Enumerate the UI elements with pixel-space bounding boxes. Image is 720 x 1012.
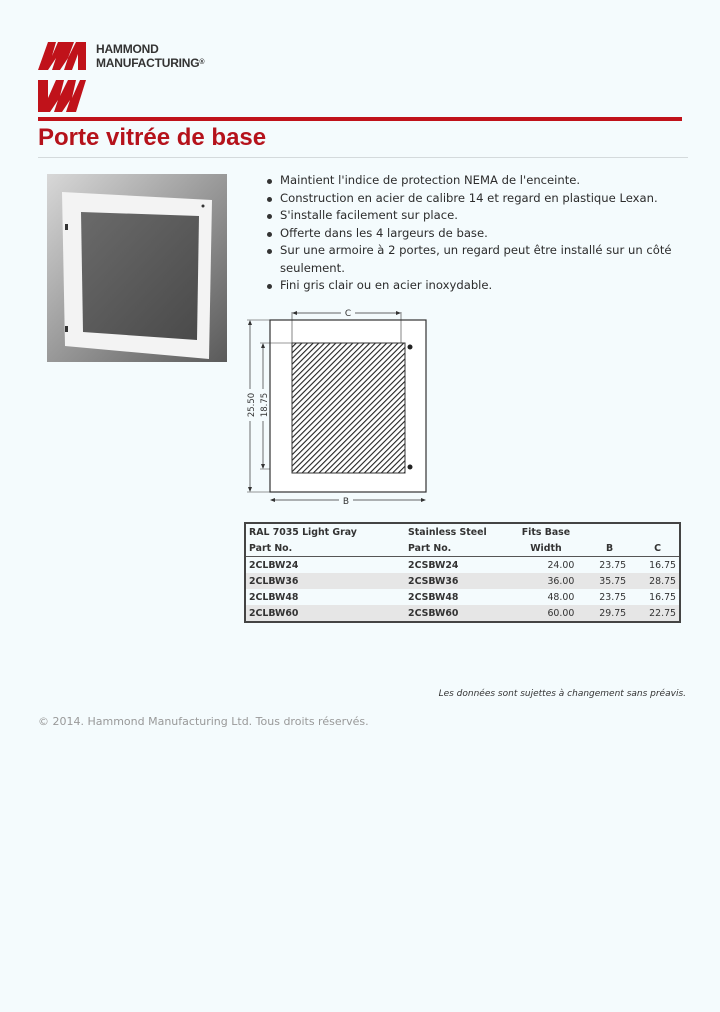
cell-b: 23.75 [599, 591, 627, 603]
cell-width: 60.00 [547, 607, 575, 619]
cell-c: 16.75 [649, 559, 676, 571]
cell-part-stainless: 2CSBW60 [408, 607, 459, 619]
cell-b: 23.75 [599, 559, 627, 571]
col-header: Part No. [405, 540, 515, 557]
table-row [245, 557, 680, 574]
col-header: B [577, 540, 629, 557]
col-header: RAL 7035 Light Gray [249, 526, 357, 538]
col-header [629, 523, 680, 540]
table-row [245, 589, 680, 605]
dim-height-outer: 25.50 [247, 392, 257, 418]
cell-width: 36.00 [547, 575, 575, 587]
cell-b: 35.75 [599, 575, 627, 587]
col-header: Part No. [245, 540, 405, 557]
col-header: Fits Base [521, 526, 571, 538]
product-photo [47, 174, 227, 362]
table-row [245, 605, 680, 622]
cell-c: 16.75 [649, 591, 676, 603]
feature-item: Fini gris clair ou en acier inoxydable. [266, 277, 686, 295]
feature-list [266, 172, 686, 295]
cell-width: 24.00 [547, 559, 575, 571]
table-header-row [245, 540, 680, 557]
cell-part-stainless: 2CSBW48 [408, 591, 459, 603]
cell-part-stainless: 2CSBW24 [408, 559, 459, 571]
col-header: Stainless Steel [408, 526, 487, 538]
cell-c: 22.75 [649, 607, 676, 619]
feature-item: Sur une armoire à 2 portes, un regard peut être installé sur un côté seulement. [266, 242, 686, 277]
registered-mark: ® [199, 59, 205, 66]
page-title: Porte vitrée de base [38, 124, 267, 151]
col-header: C [629, 540, 680, 557]
cell-b: 29.75 [599, 607, 627, 619]
brand-line1: HAMMOND [96, 42, 159, 56]
title-divider [38, 157, 688, 158]
spec-table [244, 522, 681, 623]
brand-line2: MANUFACTURING [96, 56, 200, 70]
feature-item: Offerte dans les 4 largeurs de base. [266, 225, 686, 243]
cell-width: 48.00 [547, 591, 575, 603]
cell-part-light: 2CLBW60 [249, 607, 299, 619]
copyright-footer: © 2014. Hammond Manufacturing Ltd. Tous droits réservés. [38, 715, 369, 728]
feature-item: S'installe facilement sur place. [266, 207, 686, 225]
cell-part-light: 2CLBW36 [249, 575, 299, 587]
dimension-drawing [243, 305, 433, 510]
header-rule [38, 117, 682, 121]
cell-part-light: 2CLBW24 [249, 559, 299, 571]
cell-part-light: 2CLBW48 [249, 591, 299, 603]
cell-c: 28.75 [649, 575, 676, 587]
table-row [245, 573, 680, 589]
dim-b-label: B [342, 497, 350, 507]
col-header: Width [515, 540, 578, 557]
feature-item: Construction en acier de calibre 14 et regard en plastique Lexan. [266, 190, 686, 208]
brand-name [96, 42, 204, 70]
dim-height-inner: 18.75 [260, 392, 270, 418]
cell-part-stainless: 2CSBW36 [408, 575, 459, 587]
feature-item: Maintient l'indice de protection NEMA de l'enceinte. [266, 172, 686, 190]
col-header [577, 523, 629, 540]
disclaimer: Les données sont sujettes à changement sans préavis. [438, 689, 686, 699]
dim-c-label: C [344, 309, 352, 319]
table-header-row [245, 523, 680, 540]
